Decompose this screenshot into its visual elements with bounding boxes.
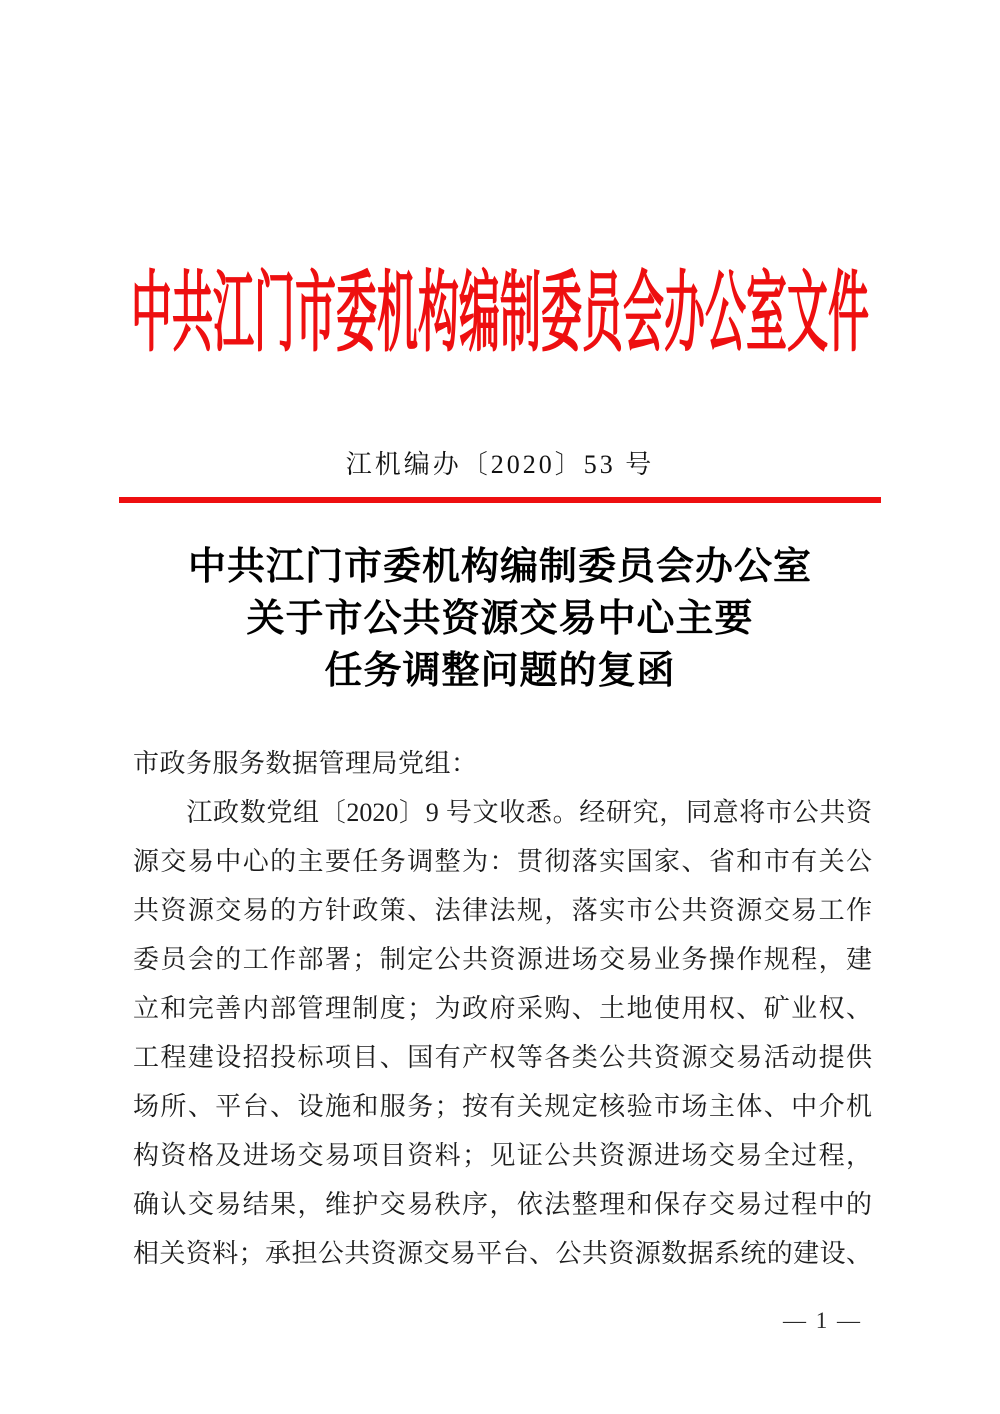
document-reference-number: 江机编办〔2020〕53 号 xyxy=(345,450,655,479)
body-paragraph-line: 工程建设招投标项目、国有产权等各类公共资源交易活动提供 xyxy=(133,1043,872,1072)
body-paragraph-line: 确认交易结果，维护交易秩序，依法整理和保存交易过程中的 xyxy=(133,1190,872,1219)
body-paragraph-line: 源交易中心的主要任务调整为：贯彻落实国家、省和市有关公 xyxy=(133,847,872,876)
document-title-line: 任务调整问题的复函 xyxy=(324,650,676,692)
page-number: — 1 — xyxy=(783,1308,862,1333)
document-title-line: 关于市公共资源交易中心主要 xyxy=(246,598,754,640)
issuing-authority-banner-text: 中共江门市委机构编制委员会办公室文件 xyxy=(131,263,869,363)
body-paragraph xyxy=(133,788,872,1278)
body-paragraph-line: 相关资料；承担公共资源交易平台、公共资源数据系统的建设、 xyxy=(133,1239,872,1268)
red-header-banner xyxy=(0,263,1000,363)
body-paragraph-line: 江政数党组〔2020〕9 号文收悉。经研究，同意将市公共资 xyxy=(133,798,872,827)
body-paragraph-line: 场所、平台、设施和服务；按有关规定核验市场主体、中介机 xyxy=(133,1092,872,1121)
body-paragraph-line: 共资源交易的方针政策、法律法规，落实市公共资源交易工作 xyxy=(133,896,872,925)
document-title-line: 中共江门市委机构编制委员会办公室 xyxy=(187,546,812,588)
salutation-line: 市政务服务数据管理局党组： xyxy=(133,749,478,778)
document-body xyxy=(133,739,872,1278)
body-paragraph-line: 委员会的工作部署；制定公共资源进场交易业务操作规程，建 xyxy=(133,945,872,974)
red-divider-line xyxy=(119,497,881,503)
body-paragraph-line: 构资格及进场交易项目资料；见证公共资源进场交易全过程， xyxy=(133,1141,872,1170)
body-paragraph-line: 立和完善内部管理制度；为政府采购、土地使用权、矿业权、 xyxy=(133,994,872,1023)
document-title xyxy=(0,541,1000,697)
